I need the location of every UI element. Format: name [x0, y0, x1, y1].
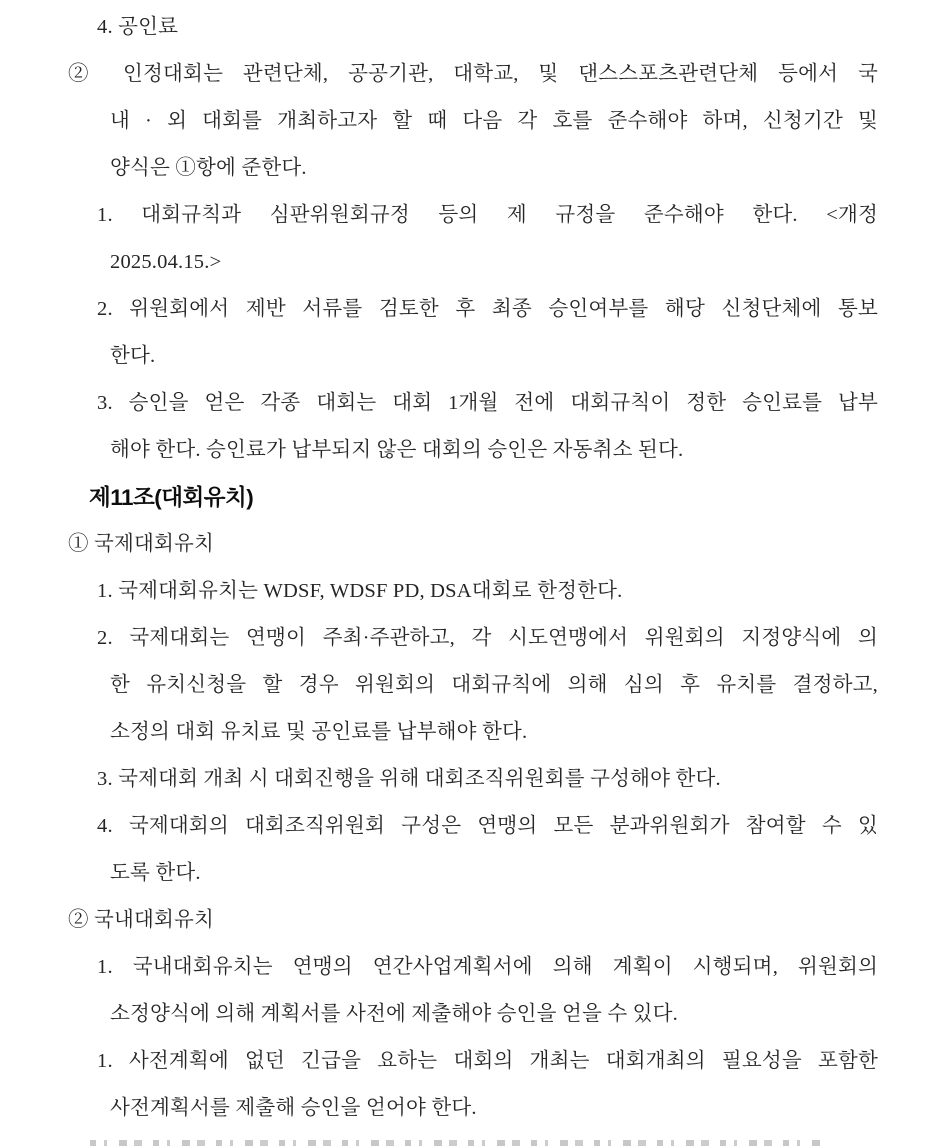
doc-line: 한 유치신청을 할 경우 위원회의 대회규칙에 의해 심의 후 유치를 결정하고,: [110, 674, 878, 696]
doc-line: 2025.04.15.>: [110, 251, 222, 273]
doc-line: 사전계획서를 제출해 승인을 얻어야 한다.: [110, 1097, 477, 1119]
doc-line: 내 · 외 대회를 개최하고자 할 때 다음 각 호를 준수해야 하며, 신청기간 및: [110, 110, 878, 132]
doc-line: ② 인정대회는 관련단체, 공공기관, 대학교, 및 댄스스포츠관련단체 등에서 국: [68, 63, 878, 85]
doc-line: 2. 국제대회는 연맹이 주최·주관하고, 각 시도연맹에서 위원회의 지정양식에 의: [97, 627, 878, 649]
doc-line: 소정양식에 의해 계획서를 사전에 제출해야 승인을 얻을 수 있다.: [110, 1003, 679, 1025]
doc-line: 2. 위원회에서 제반 서류를 검토한 후 최종 승인여부를 해당 신청단체에 통보: [97, 298, 878, 320]
doc-line: 1. 대회규칙과 심판위원회규정 등의 제 규정을 준수해야 한다. <개정: [97, 204, 878, 226]
doc-line: 소정의 대회 유치료 및 공인료를 납부해야 한다.: [110, 721, 528, 743]
article-heading: 제11조(대회유치): [89, 485, 254, 510]
clipped-next-line: [90, 1140, 826, 1146]
doc-line: 해야 한다. 승인료가 납부되지 않은 대회의 승인은 자동취소 된다.: [110, 439, 684, 461]
doc-line: 1. 국내대회유치는 연맹의 연간사업계획서에 의해 계획이 시행되며, 위원회의: [97, 956, 878, 978]
doc-line: 4. 국제대회의 대회조직위원회 구성은 연맹의 모든 분과위원회가 참여할 수 있: [97, 815, 878, 837]
doc-line: 1. 국제대회유치는 WDSF, WDSF PD, DSA대회로 한정한다.: [97, 580, 623, 602]
doc-line: 3. 승인을 얻은 각종 대회는 대회 1개월 전에 대회규칙이 정한 승인료를 납부: [97, 392, 878, 414]
doc-line: ② 국내대회유치: [68, 909, 215, 931]
doc-line: 3. 국제대회 개최 시 대회진행을 위해 대회조직위원회를 구성해야 한다.: [97, 768, 721, 790]
doc-line: 1. 사전계획에 없던 긴급을 요하는 대회의 개최는 대회개최의 필요성을 포함한: [97, 1050, 878, 1072]
doc-line: 4. 공인료: [97, 16, 179, 38]
doc-line: 도록 한다.: [110, 862, 201, 884]
doc-line: 한다.: [110, 345, 156, 367]
doc-line: ① 국제대회유치: [68, 533, 215, 555]
doc-line: 양식은 ①항에 준한다.: [110, 157, 307, 179]
document-page: [0, 4, 950, 1132]
